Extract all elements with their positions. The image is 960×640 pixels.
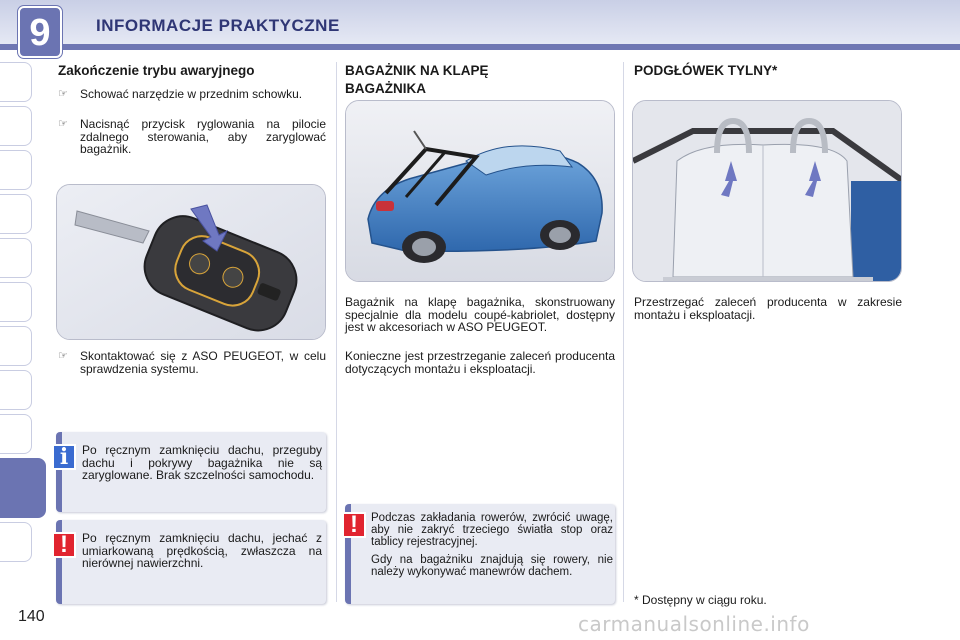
- chapter-tab[interactable]: [0, 194, 32, 234]
- warning-icon: !: [52, 532, 76, 558]
- info-note: [56, 432, 326, 512]
- bullet-item: ☞ Skontaktować się z ASO PEUGEOT, w celu sprawdzenia systemu.: [58, 349, 326, 376]
- column-divider: [623, 62, 624, 602]
- chapter-tab[interactable]: [0, 522, 32, 562]
- page-number: 140: [18, 608, 45, 625]
- info-icon: i: [52, 444, 76, 470]
- chapter-tab[interactable]: [0, 238, 32, 278]
- section-heading: PODGŁÓWEK TYLNY*: [634, 63, 778, 78]
- chapter-tab[interactable]: [0, 370, 32, 410]
- key-fob-illustration: [57, 185, 326, 340]
- car-with-rack-illustration: [346, 101, 615, 282]
- watermark: carmanualsonline.info: [578, 612, 810, 636]
- warning-note: [345, 504, 615, 604]
- section-heading: BAGAŻNIK NA KLAPĘ BAGAŻNIKA: [345, 63, 489, 96]
- paragraph: Bagażnik na klapę bagażnika, skonstruowany specjalnie dla modelu coupé-kabriolet, dostępny jest w akcesoriach w ASO PEUGEOT.: [345, 295, 615, 334]
- chapter-tab-active[interactable]: [0, 458, 46, 518]
- warning-note-text: Podczas zakładania rowerów, zwrócić uwagę, aby nie zakryć trzeciego światła stop oraz tablicy rejestracyjnej.: [371, 512, 613, 548]
- section-heading: Zakończenie trybu awaryjnego: [58, 63, 255, 78]
- warning-note-text: Gdy na bagażniku znajdują się rowery, nie należy wykonywać manewrów dachem.: [371, 554, 613, 578]
- chapter-title: INFORMACJE PRAKTYCZNE: [96, 16, 340, 35]
- rear-headrest-photo: [632, 100, 902, 282]
- chapter-tab[interactable]: [0, 106, 32, 146]
- chapter-tab[interactable]: [0, 282, 32, 322]
- info-note-text: Po ręcznym zamknięciu dachu, przeguby dachu i pokrywy bagażnika nie są zaryglowane. Brak szczelności samochodu.: [82, 443, 322, 482]
- column-divider: [336, 62, 337, 602]
- header-stripe: [0, 44, 960, 50]
- chapter-tab[interactable]: [0, 326, 32, 366]
- chapter-number-badge: 9: [18, 6, 62, 58]
- pointing-hand-icon: ☞: [58, 88, 68, 100]
- rear-seats-illustration: [633, 101, 902, 282]
- footnote: * Dostępny w ciągu roku.: [634, 593, 767, 607]
- key-fob-photo: [56, 184, 326, 340]
- paragraph: Konieczne jest przestrzeganie zaleceń producenta dotyczących montażu i eksploatacji.: [345, 349, 615, 376]
- chapter-tab[interactable]: [0, 62, 32, 102]
- bullet-item: ☞ Schować narzędzie w przednim schowku.: [58, 87, 303, 101]
- chapter-tab[interactable]: [0, 150, 32, 190]
- warning-icon: !: [342, 512, 366, 538]
- car-rack-photo: [345, 100, 615, 282]
- bullet-item: ☞ Nacisnąć przycisk ryglowania na pilocie zdalnego sterowania, aby zaryglować bagażnik.: [58, 117, 326, 156]
- pointing-hand-icon: ☞: [58, 118, 68, 130]
- warning-note: [56, 520, 326, 604]
- pointing-hand-icon: ☞: [58, 350, 68, 362]
- chapter-tab[interactable]: [0, 414, 32, 454]
- warning-note-text: Po ręcznym zamknięciu dachu, jechać z umiarkowaną prędkością, zwłaszcza na nierównej nawierzchni.: [82, 531, 322, 570]
- paragraph: Przestrzegać zaleceń producenta w zakresie montażu i eksploatacji.: [634, 295, 902, 322]
